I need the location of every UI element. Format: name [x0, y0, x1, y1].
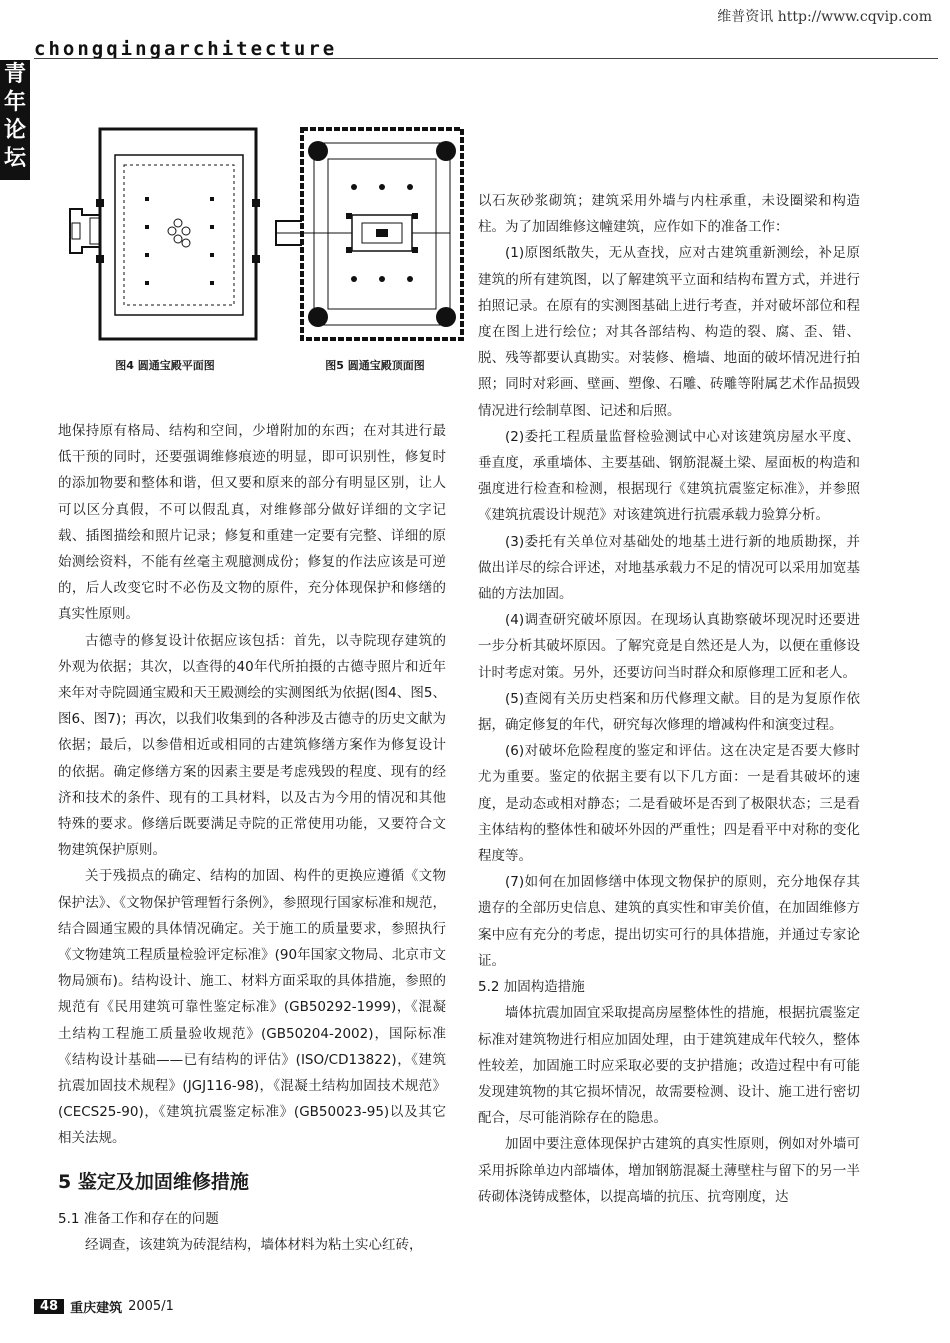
sidebar-char: 年 — [3, 89, 26, 115]
paragraph: (6)对破坏危险程度的鉴定和评估。这在决定是否要大修时尤为重要。鉴定的依据主要有以下几方面：一是看其破坏的速度，是动态或相对静态；二是看破坏是否到了极限状态；三是看主体结构的整体性和破坏外因的严重性；四是看平中对称的变化程度等。 — [478, 743, 860, 865]
ceiling-plan-figure — [270, 125, 470, 343]
paragraph: 以石灰砂浆砌筑；建筑采用外墙与内柱承重，未设圈梁和构造柱。为了加固维修这幢建筑，应作如下的准备工作： — [478, 193, 860, 236]
paragraph: 墙体抗震加固宜采取提高房屋整体性的措施，根据抗震鉴定标准对建筑物进行相应加固处理，由于建筑建成年代较久，整体性较差，加固施工时应采取必要的支护措施；改造过程中有可能发现建筑物的其它损坏情况，故需要检测、设计、施工进行密切配合，尽可能消除存在的隐患。 — [478, 1005, 860, 1127]
right-column — [478, 188, 860, 1210]
sidebar-char: 论 — [3, 117, 26, 143]
section-heading: 5 鉴定及加固维修措施 — [58, 1170, 249, 1193]
section-sidebar — [0, 60, 30, 180]
paragraph: (1)原图纸散失，无从查找，应对古建筑重新测绘，补足原建筑的所有建筑图，以了解建筑平立面和结构布置方式，并进行拍照记录。在原有的实测图基础上进行考查，并对破坏部位和程度在图上进行绘位；对其各部结构、构造的裂、腐、歪、错、脱、残等都要认真勘实。对装修、檐墙、地面的破坏情况进行拍照；同时对彩画、壁画、塑像、石雕、砖雕等附属艺术作品损毁情况进行绘制草图、记述和后照。 — [478, 245, 860, 419]
paragraph: 加固中要注意体现保护古建筑的真实性原则，例如对外墙可采用拆除单边内部墙体，增加钢筋混凝土薄壁柱与留下的另一半砖砌体浇铸成整体，以提高墙的抗压、抗弯刚度，达 — [478, 1136, 860, 1205]
header-rule — [34, 58, 938, 59]
subsection-heading: 5.1 准备工作和存在的问题 — [58, 1210, 219, 1227]
paragraph: 关于残损点的确定、结构的加固、构件的更换应遵循《文物保护法》、《文物保护管理暂行条例》，参照现行国家标准和规范，结合圆通宝殿的具体情况确定。关于施工的质量要求，参照执行《文物建筑工程质量检验评定标准》(90年国家文物局、北京市文物局颁布)。结构设计、施工、材料方面采取的具体措施，参照的规范有《民用建筑可靠性鉴定标准》(GB50292-1999)，《混凝土结构工程施工质量验收规范》(GB50204-2002)，国际标准《结构设计基础——已有结构的评估》(ISO/CD13822)，《建筑抗震加固技术规程》(JGJ116-98)，《混凝土结构加固技术规范》(CECS25-90)，《建筑抗震鉴定标准》(GB50023-95)以及其它相关法规。 — [58, 868, 446, 1147]
paragraph: (2)委托工程质量监督检验测试中心对该建筑房屋水平度、垂直度，承重墙体、主要基础、钢筋混凝土梁、屋面板的构造和强度进行检查和检测，根据现行《建筑抗震鉴定标准》，并参照《建筑抗震设计规范》对该建筑进行抗震承载力验算分析。 — [478, 428, 860, 524]
floor-plan-figure — [60, 125, 260, 343]
paragraph: 地保持原有格局、结构和空间，少增附加的东西；在对其进行最低干预的同时，还要强调维修痕迹的明显，即可识别性，修复时的添加物要和整体和谐，但又要和原来的部分有明显区别，让人可以区分真假，不可以假乱真，对维修部分做好详细的文字记载、插图描绘和照片记录；修复和重建一定要有完整、详细的原始测绘资料，不能有丝毫主观臆测成份；修复的作法应该是可逆的，后人改变它时不必伤及文物的原件，充分体现保护和修缮的真实性原则。 — [58, 423, 446, 623]
left-column — [58, 418, 446, 1258]
paragraph: (7)如何在加固修缮中体现文物保护的原则，充分地保存其遗存的全部历史信息、建筑的真实性和审美价值，在加固维修方案中应有充分的考虑，提出切实可行的具体措施，并通过专家论证。 — [478, 874, 860, 969]
masthead — [0, 38, 950, 60]
paragraph: (5)查阅有关历史档案和历代修理文献。目的是为复原作依据，确定修复的年代，研究每次修理的增减构件和演变过程。 — [478, 690, 860, 734]
sidebar-char: 青 — [3, 61, 26, 87]
journal-name: 重庆建筑 — [70, 1301, 123, 1316]
issue-label: 2005/1 — [128, 1299, 174, 1314]
journal-wordmark: chongqingarchitecture — [34, 38, 338, 60]
page-footer — [34, 1297, 174, 1316]
subsection-heading: 5.2 加固构造措施 — [478, 979, 585, 996]
watermark: 维普资讯 http://www.cqvip.com — [717, 9, 932, 25]
paragraph: 经调查，该建筑为砖混结构，墙体材料为粘土实心红砖， — [85, 1236, 423, 1253]
figure-5-caption: 图5 圆通宝殿顶面图 — [325, 359, 425, 372]
paragraph: 古德寺的修复设计依据应该包括：首先，以寺院现存建筑的外观为依据；其次，以查得的40年代所拍摄的古德寺照片和近年来年对寺院圆通宝殿和天王殿测绘的实测图纸为依据(图4、图5、图6、图7)；再次，以我们收集到的各种涉及古德寺的历史文献为依据；最后，以参借相近或相同的古建筑修缮方案作为修复设计的依据。确定修缮方案的因素主要是考虑残毁的程度、现有的经济和技术的条件、现有的工具材料，以及古为今用的情况和其他特殊的要求。修缮后既要满足寺院的正常使用功能，又要符合文物建筑保护原则。 — [58, 632, 446, 859]
sidebar-char: 坛 — [3, 145, 26, 171]
paragraph: (3)委托有关单位对基础处的地基土进行新的地质勘探，并做出详尽的综合评述，对地基承载力不足的情况可以采用加宽基础的方法加固。 — [478, 533, 860, 603]
page-number: 48 — [34, 1299, 64, 1314]
paragraph: (4)调查研究破坏原因。在现场认真勘察破坏现况时还要进一步分析其破坏原因。了解究竟是自然还是人为，以便在重修设计时考虑对策。另外，还要访问当时群众和原修理工匠和老人。 — [478, 612, 860, 681]
figure-4-caption: 图4 圆通宝殿平面图 — [115, 359, 215, 372]
